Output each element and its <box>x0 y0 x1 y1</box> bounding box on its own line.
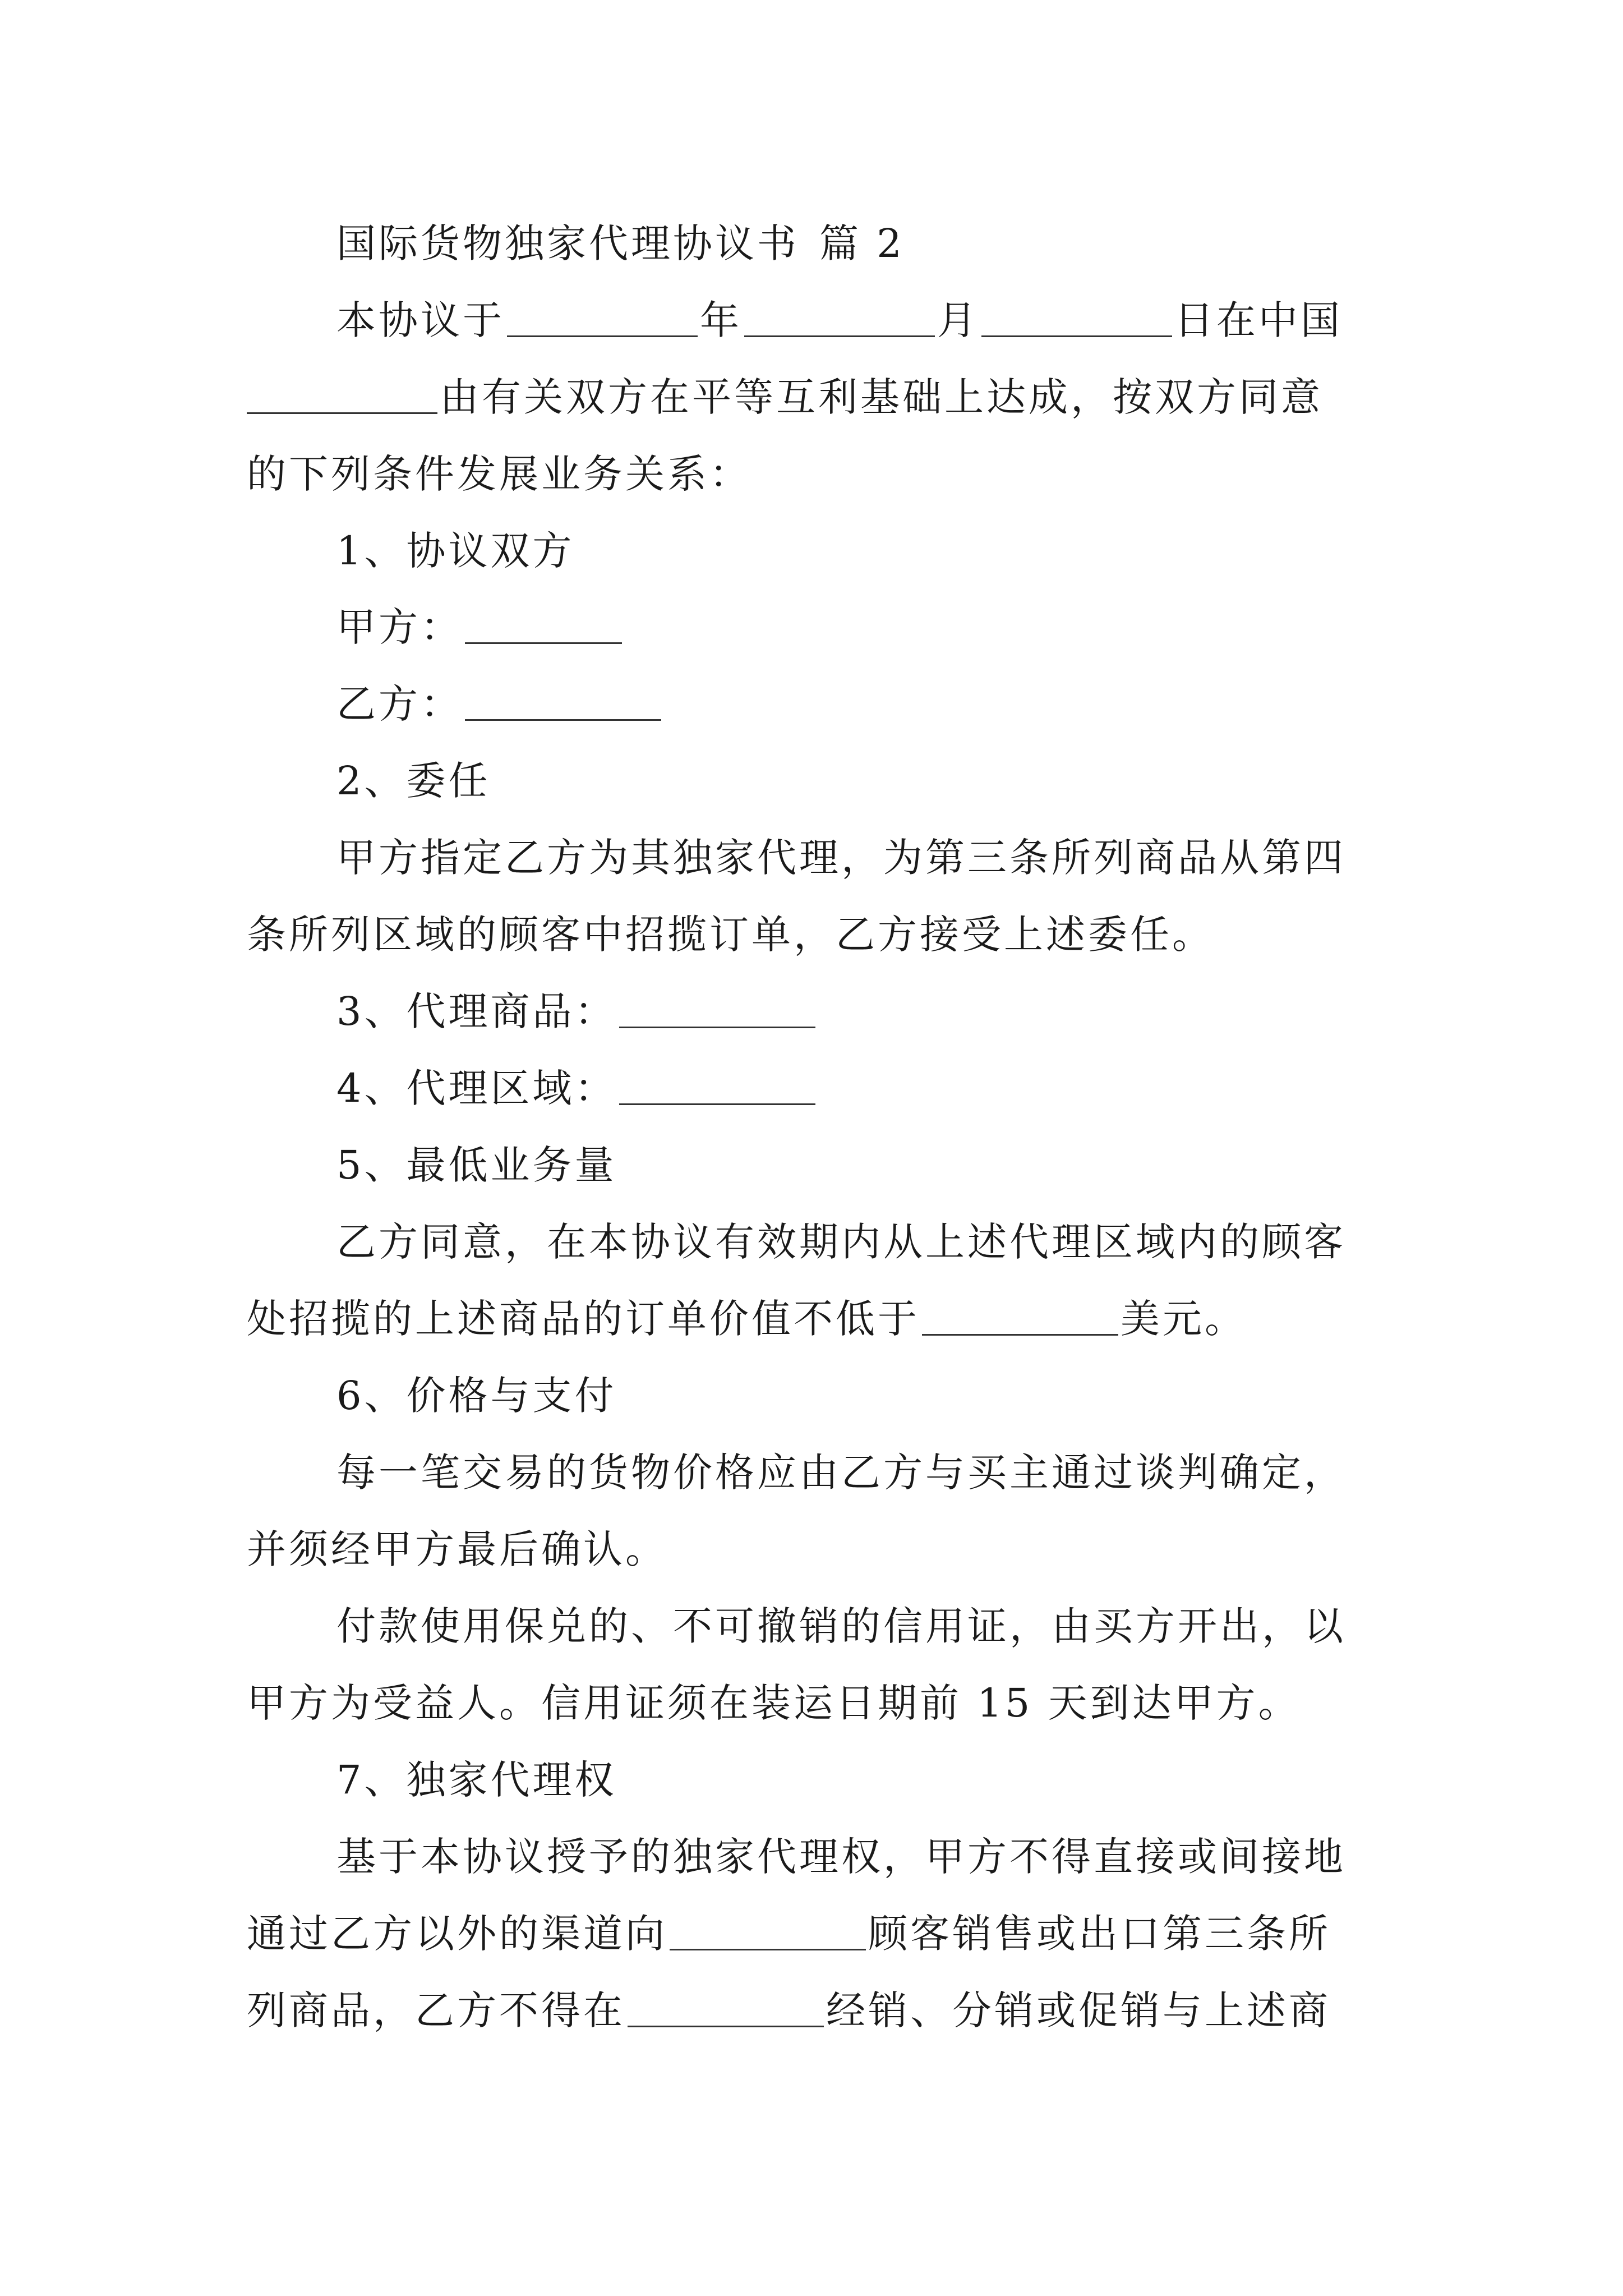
section-6-text-1: 每一笔交易的货物价格应由乙方与买主通过谈判确定， <box>336 1450 1346 1496</box>
section-6-para-line-1 <box>0 1434 1623 1511</box>
section-5-title: 5、最低业务量 <box>336 1142 617 1188</box>
party-b-label: 乙方： <box>336 681 463 727</box>
section-6-text-4: 甲方为受益人。信用证须在装运日期前 15 天到达甲方。 <box>247 1680 1301 1726</box>
intro-line2-text: 由有关双方在平等互利基础上达成，按双方同意 <box>440 374 1323 420</box>
section-7-text-1: 基于本协议授予的独家代理权，甲方不得直接或间接地 <box>336 1834 1346 1880</box>
intro-line3-text: 的下列条件发展业务关系： <box>247 451 751 497</box>
section-2-text-2: 条所列区域的顾客中招揽订单，乙方接受上述委任。 <box>247 912 1214 958</box>
blank-year <box>507 296 698 337</box>
section-6-text-3: 付款使用保兑的、不可撤销的信用证，由买方开出，以 <box>336 1603 1346 1649</box>
intro-line-3 <box>0 436 1623 512</box>
document-title: 国际货物独家代理协议书 <box>336 220 799 266</box>
intro-year: 年 <box>700 297 742 343</box>
section-2-heading <box>0 743 1623 819</box>
party-a-line <box>0 589 1623 665</box>
section-2-para-line-2 <box>0 896 1623 973</box>
blank-day <box>981 296 1172 337</box>
section-7-para-line-3 <box>0 1972 1623 2049</box>
section-6-para-line-3 <box>0 1588 1623 1664</box>
section-5-text-2-suffix: 美元。 <box>1121 1296 1247 1342</box>
blank-place <box>247 373 437 414</box>
section-7-text-2-suffix: 顾客销售或出口第三条所 <box>868 1911 1331 1957</box>
intro-month: 月 <box>937 297 979 343</box>
intro-day-place: 日在中国 <box>1174 297 1343 343</box>
section-7-heading <box>0 1742 1623 1818</box>
section-7-para-line-1 <box>0 1819 1623 1895</box>
section-4-heading <box>0 1050 1623 1126</box>
document-title-suffix: 篇 2 <box>819 220 905 266</box>
section-7-text-3-suffix: 经销、分销或促销与上述商 <box>826 1987 1331 2033</box>
party-a-label: 甲方： <box>336 604 463 650</box>
intro-prefix: 本协议于 <box>336 297 505 343</box>
section-6-para-line-2 <box>0 1511 1623 1588</box>
section-2-para-line-1 <box>0 820 1623 896</box>
section-1-heading <box>0 513 1623 589</box>
section-6-heading <box>0 1358 1623 1434</box>
blank-customer-region <box>670 1910 866 1950</box>
section-7-para-line-2 <box>0 1895 1623 1972</box>
blank-party-b <box>465 680 661 721</box>
section-6-text-2: 并须经甲方最后确认。 <box>247 1526 667 1572</box>
section-5-text-1: 乙方同意，在本协议有效期内从上述代理区域内的顾客 <box>336 1219 1346 1265</box>
section-5-heading <box>0 1127 1623 1203</box>
blank-region <box>619 1064 815 1105</box>
section-5-para-line-1 <box>0 1204 1623 1280</box>
blank-month <box>744 296 935 337</box>
intro-line-2 <box>0 359 1623 435</box>
section-5-para-line-2 <box>0 1281 1623 1357</box>
section-7-text-2-prefix: 通过乙方以外的渠道向 <box>247 1911 667 1957</box>
party-b-line <box>0 666 1623 742</box>
document-title-line <box>0 205 1623 282</box>
section-1-title: 1、协议双方 <box>336 528 575 574</box>
intro-line-1 <box>0 282 1623 358</box>
section-6-title: 6、价格与支付 <box>336 1373 617 1419</box>
blank-party-a <box>465 603 622 644</box>
blank-goods <box>619 987 815 1028</box>
blank-territory <box>628 1986 824 2027</box>
section-5-text-2-prefix: 处招揽的上述商品的订单价值不低于 <box>247 1296 920 1342</box>
section-3-title: 3、代理商品： <box>336 988 617 1034</box>
section-2-text-1: 甲方指定乙方为其独家代理，为第三条所列商品从第四 <box>336 835 1346 881</box>
section-4-title: 4、代理区域： <box>336 1065 617 1111</box>
section-6-para-line-4 <box>0 1665 1623 1741</box>
section-7-title: 7、独家代理权 <box>336 1757 617 1803</box>
section-3-heading <box>0 973 1623 1050</box>
section-2-title: 2、委任 <box>336 758 491 804</box>
blank-amount <box>922 1295 1118 1336</box>
section-7-text-3-prefix: 列商品，乙方不得在 <box>247 1987 625 2033</box>
